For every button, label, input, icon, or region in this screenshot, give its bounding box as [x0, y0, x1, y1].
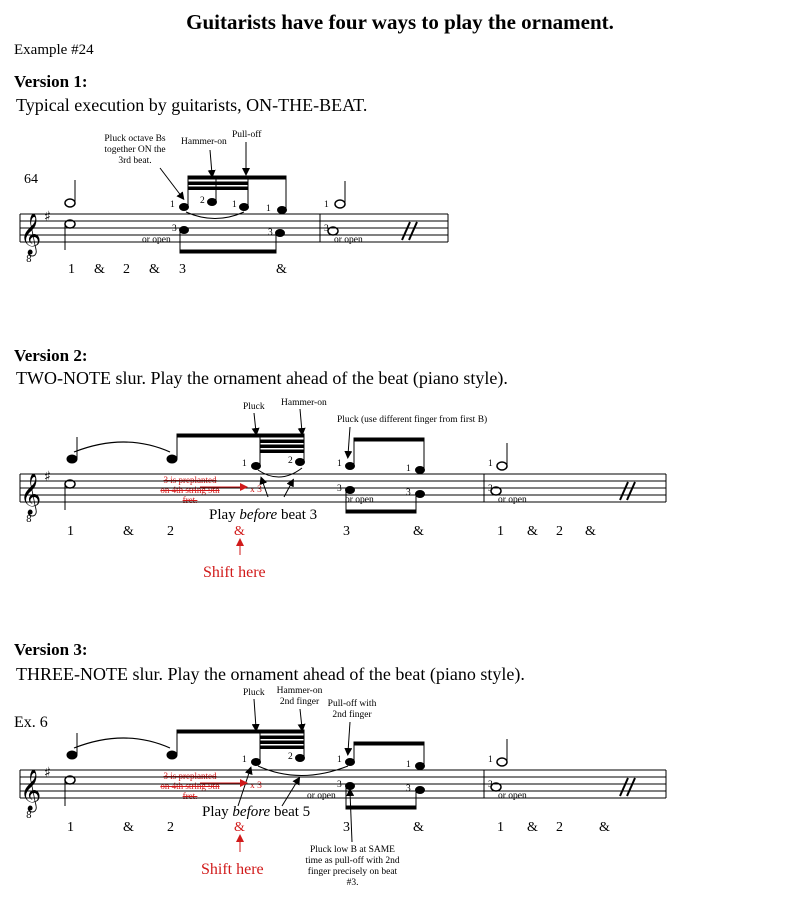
- v1-finger: 2: [200, 196, 205, 206]
- v3-clef: [20, 765, 51, 821]
- v2-count: 2: [556, 524, 563, 539]
- v1-finger: 3: [172, 224, 177, 234]
- v2-finger: 3: [488, 484, 493, 494]
- v1-staff: [20, 214, 448, 242]
- v2-finger: 1: [406, 464, 411, 474]
- v3-finger: 1: [242, 755, 247, 765]
- v3-count: 2: [556, 820, 563, 835]
- v3-red-note: 3 is preplanted on 4th string 9th fret.: [160, 771, 220, 801]
- v1-count: 2: [123, 262, 130, 277]
- svg-text:8: 8: [26, 255, 32, 265]
- v3-count: 3: [343, 820, 350, 835]
- v3-annotation-bottom: Pluck low B at SAME time as pull-off with 2nd finger precisely on beat #3.: [305, 845, 400, 888]
- v3-finger: 3: [488, 780, 493, 790]
- v2-annotation-pluck: Pluck: [243, 402, 265, 412]
- svg-text:♯: ♯: [44, 469, 51, 485]
- v1-or-open-2: or open: [334, 235, 363, 245]
- v3-or-open-1: or open: [307, 791, 336, 801]
- v3-heading: Version 3:: [14, 640, 88, 659]
- v2-count: 2: [167, 524, 174, 539]
- v2-count: 1: [67, 524, 74, 539]
- v1-finger: 3: [324, 224, 329, 234]
- v3-shift-here: Shift here: [201, 861, 264, 878]
- v2-heading: Version 2:: [14, 346, 88, 365]
- v3-count: &: [527, 820, 538, 835]
- v1-count: &: [149, 262, 160, 277]
- v3-annotation-pull: Pull-off with 2nd finger: [327, 699, 377, 720]
- v3-finger: 3: [337, 780, 342, 790]
- v1-or-open-1: or open: [142, 235, 171, 245]
- v2-annotation-hammer: Hammer-on: [281, 398, 327, 408]
- v2-finger: 3: [337, 484, 342, 494]
- v3-finger: 3: [406, 784, 411, 794]
- v1-finger: 1: [170, 200, 175, 210]
- v2-shift-ampersand: &: [234, 524, 245, 539]
- v3-finger: 1: [406, 760, 411, 770]
- v3-finger: 2: [288, 752, 293, 762]
- v3-annotation-hammer: Hammer-on 2nd finger: [276, 686, 323, 707]
- page-title: Guitarists have four ways to play the ornament.: [186, 10, 614, 34]
- v2-or-open-2: or open: [498, 495, 527, 505]
- v2-red-arrows: [200, 487, 244, 555]
- v1-count: &: [276, 262, 287, 277]
- example-label: Example #24: [14, 42, 94, 58]
- v2-clef: [20, 469, 51, 525]
- v2-finger: 2: [288, 456, 293, 466]
- v2-shift-here: Shift here: [203, 564, 266, 581]
- v3-count: &: [123, 820, 134, 835]
- v3-annotation-pluck: Pluck: [243, 688, 265, 698]
- v2-finger: 1: [337, 459, 342, 469]
- v3-count: 2: [167, 820, 174, 835]
- v1-count: 1: [68, 262, 75, 277]
- v3-count: 1: [497, 820, 504, 835]
- svg-text:𝄞: 𝄞: [20, 214, 42, 255]
- svg-text:♯: ♯: [44, 765, 51, 781]
- svg-text:𝄞: 𝄞: [20, 770, 42, 811]
- v1-clef: [20, 209, 51, 265]
- v2-finger: 1: [242, 459, 247, 469]
- v2-red-x3: x 3: [250, 485, 262, 495]
- v2-annotation-pluck-diff: Pluck (use different finger from first B): [337, 415, 488, 425]
- v2-count: 3: [343, 524, 350, 539]
- v1-annotation-hammer: Hammer-on: [181, 137, 227, 147]
- v3-ex-label: Ex. 6: [14, 714, 48, 731]
- v3-red-arrows: [200, 783, 244, 852]
- v2-play-before: Play before beat 3: [209, 507, 318, 523]
- v1-annotation-pull: Pull-off: [232, 130, 262, 140]
- v1-description: Typical execution by guitarists, ON-THE-BEAT.: [16, 95, 368, 115]
- v2-staff: [20, 474, 666, 502]
- v1-heading: Version 1:: [14, 72, 88, 91]
- v1-finger: 1: [324, 200, 329, 210]
- v3-staff: [20, 770, 666, 798]
- v1-finger: 1: [266, 204, 271, 214]
- v3-finger: 1: [488, 755, 493, 765]
- v1-measure-number: 64: [24, 172, 38, 187]
- v3-red-x3: x 3: [250, 781, 262, 791]
- v3-play-before: Play before beat 5: [202, 804, 311, 820]
- v2-finger: 3: [406, 488, 411, 498]
- v2-count: &: [585, 524, 596, 539]
- v3-finger: 1: [337, 755, 342, 765]
- v1-finger: 1: [232, 200, 237, 210]
- svg-text:♯: ♯: [44, 209, 51, 225]
- v1-finger: 3: [268, 228, 273, 238]
- svg-text:𝄞: 𝄞: [20, 474, 42, 515]
- v2-count: &: [123, 524, 134, 539]
- v3-count: &: [599, 820, 610, 835]
- v2-or-open-1: or open: [345, 495, 374, 505]
- v1-count: 3: [179, 262, 186, 277]
- v2-count: &: [413, 524, 424, 539]
- v2-red-note: 3 is preplanted on 4th string 9th fret.: [160, 475, 220, 505]
- v3-count: &: [413, 820, 424, 835]
- v2-count: 1: [497, 524, 504, 539]
- v1-annotation-pluck: Pluck octave Bs together ON the 3rd beat.: [104, 134, 166, 166]
- v2-description: TWO-NOTE slur. Play the ornament ahead of the beat (piano style).: [16, 368, 508, 388]
- v2-count: &: [527, 524, 538, 539]
- v3-or-open-2: or open: [498, 791, 527, 801]
- svg-text:8: 8: [26, 811, 32, 821]
- v2-finger: 1: [488, 459, 493, 469]
- v3-count: 1: [67, 820, 74, 835]
- v3-shift-ampersand: &: [234, 820, 245, 835]
- svg-text:8: 8: [26, 515, 32, 525]
- v1-count: &: [94, 262, 105, 277]
- v3-description: THREE-NOTE slur. Play the ornament ahead of the beat (piano style).: [16, 664, 525, 684]
